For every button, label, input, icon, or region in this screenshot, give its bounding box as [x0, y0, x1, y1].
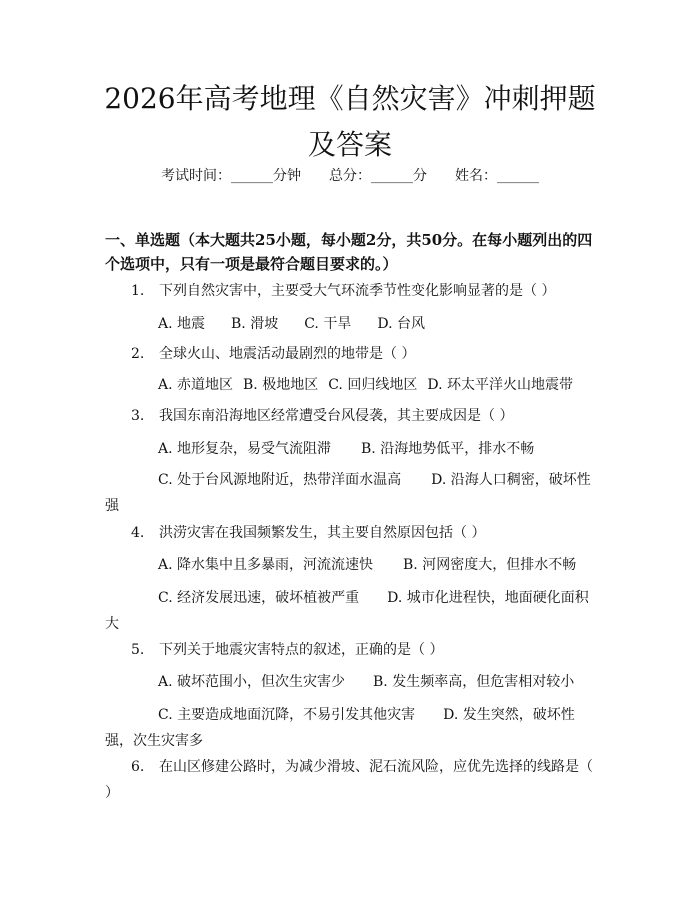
question-4: [105, 520, 600, 546]
exam-info: [0, 166, 700, 186]
question-6: [105, 754, 600, 806]
question-number: 2.: [131, 346, 145, 362]
question-text: 下列自然灾害中，主要受大气环流季节性变化影响显著的是（ ）: [159, 283, 556, 299]
exam-time: 考试时间：______分钟: [161, 168, 301, 184]
question-text: 全球火山、地震活动最剧烈的地带是（ ）: [159, 346, 416, 362]
option-b: B. 滑坡: [231, 316, 279, 332]
question-1: [105, 278, 600, 304]
question-3: [105, 403, 600, 429]
exam-name: 姓名：______: [455, 168, 539, 184]
option-d: D. 发生突然，破坏性强，次生灾害多: [105, 707, 575, 749]
option-a: A. 降水集中且多暴雨，河流流速快: [158, 557, 374, 573]
option-a: A. 地震: [158, 316, 206, 332]
question-3-options-2: [105, 467, 600, 519]
question-5-options-1: [105, 669, 600, 695]
question-text: 下列关于地震灾害特点的叙述，正确的是（ ）: [159, 642, 444, 658]
question-number: 1.: [131, 283, 145, 299]
question-text: 在山区修建公路时，为减少滑坡、泥石流风险，应优先选择的线路是（ ）: [105, 759, 593, 801]
option-a: A. 地形复杂，易受气流阻滞: [158, 441, 332, 457]
option-c: C. 主要造成地面沉降，不易引发其他灾害: [158, 707, 416, 723]
option-b: B. 河网密度大，但排水不畅: [403, 557, 577, 573]
question-number: 6.: [131, 759, 145, 775]
question-5-options-2: [105, 702, 600, 754]
option-c: C. 经济发展迅速，破坏植被严重: [158, 590, 360, 606]
option-c: C. 回归线地区: [328, 377, 418, 393]
question-2-options: [105, 372, 600, 398]
option-b: B. 发生频率高，但危害相对较小: [373, 674, 575, 690]
option-b: B. 沿海地势低平，排水不畅: [361, 441, 535, 457]
option-c: C. 处于台风源地附近，热带洋面水温高: [158, 472, 402, 488]
question-number: 3.: [131, 408, 145, 424]
question-1-options: [105, 311, 600, 337]
question-4-options-1: [105, 552, 600, 578]
option-d: D. 环太平洋火山地震带: [427, 377, 573, 393]
question-number: 4.: [131, 525, 145, 541]
page-title: 2026年高考地理《自然灾害》冲刺押题及答案: [104, 82, 596, 161]
section-heading: 一、单选题（本大题共25小题，每小题2分，共50分。在每小题列出的四个选项中，只有一项是最符合题目要求的。）: [105, 231, 593, 273]
option-c: C. 干旱: [304, 316, 352, 332]
question-text: 我国东南沿海地区经常遭受台风侵袭，其主要成因是（ ）: [159, 408, 514, 424]
question-2: [105, 341, 600, 367]
option-a: A. 赤道地区: [158, 377, 234, 393]
question-4-options-2: [105, 585, 600, 637]
exam-score: 总分：______分: [329, 168, 427, 184]
question-5: [105, 637, 600, 663]
option-d: D. 沿海人口稠密，破坏性强: [105, 472, 591, 514]
question-3-options-1: [105, 436, 600, 462]
option-d: D. 城市化进程快，地面硬化面积大: [105, 590, 589, 632]
option-d: D. 台风: [377, 316, 425, 332]
question-number: 5.: [131, 642, 145, 658]
option-a: A. 破坏范围小，但次生灾害少: [158, 674, 346, 690]
question-text: 洪涝灾害在我国频繁发生，其主要自然原因包括（ ）: [159, 525, 486, 541]
option-b: B. 极地地区: [243, 377, 319, 393]
